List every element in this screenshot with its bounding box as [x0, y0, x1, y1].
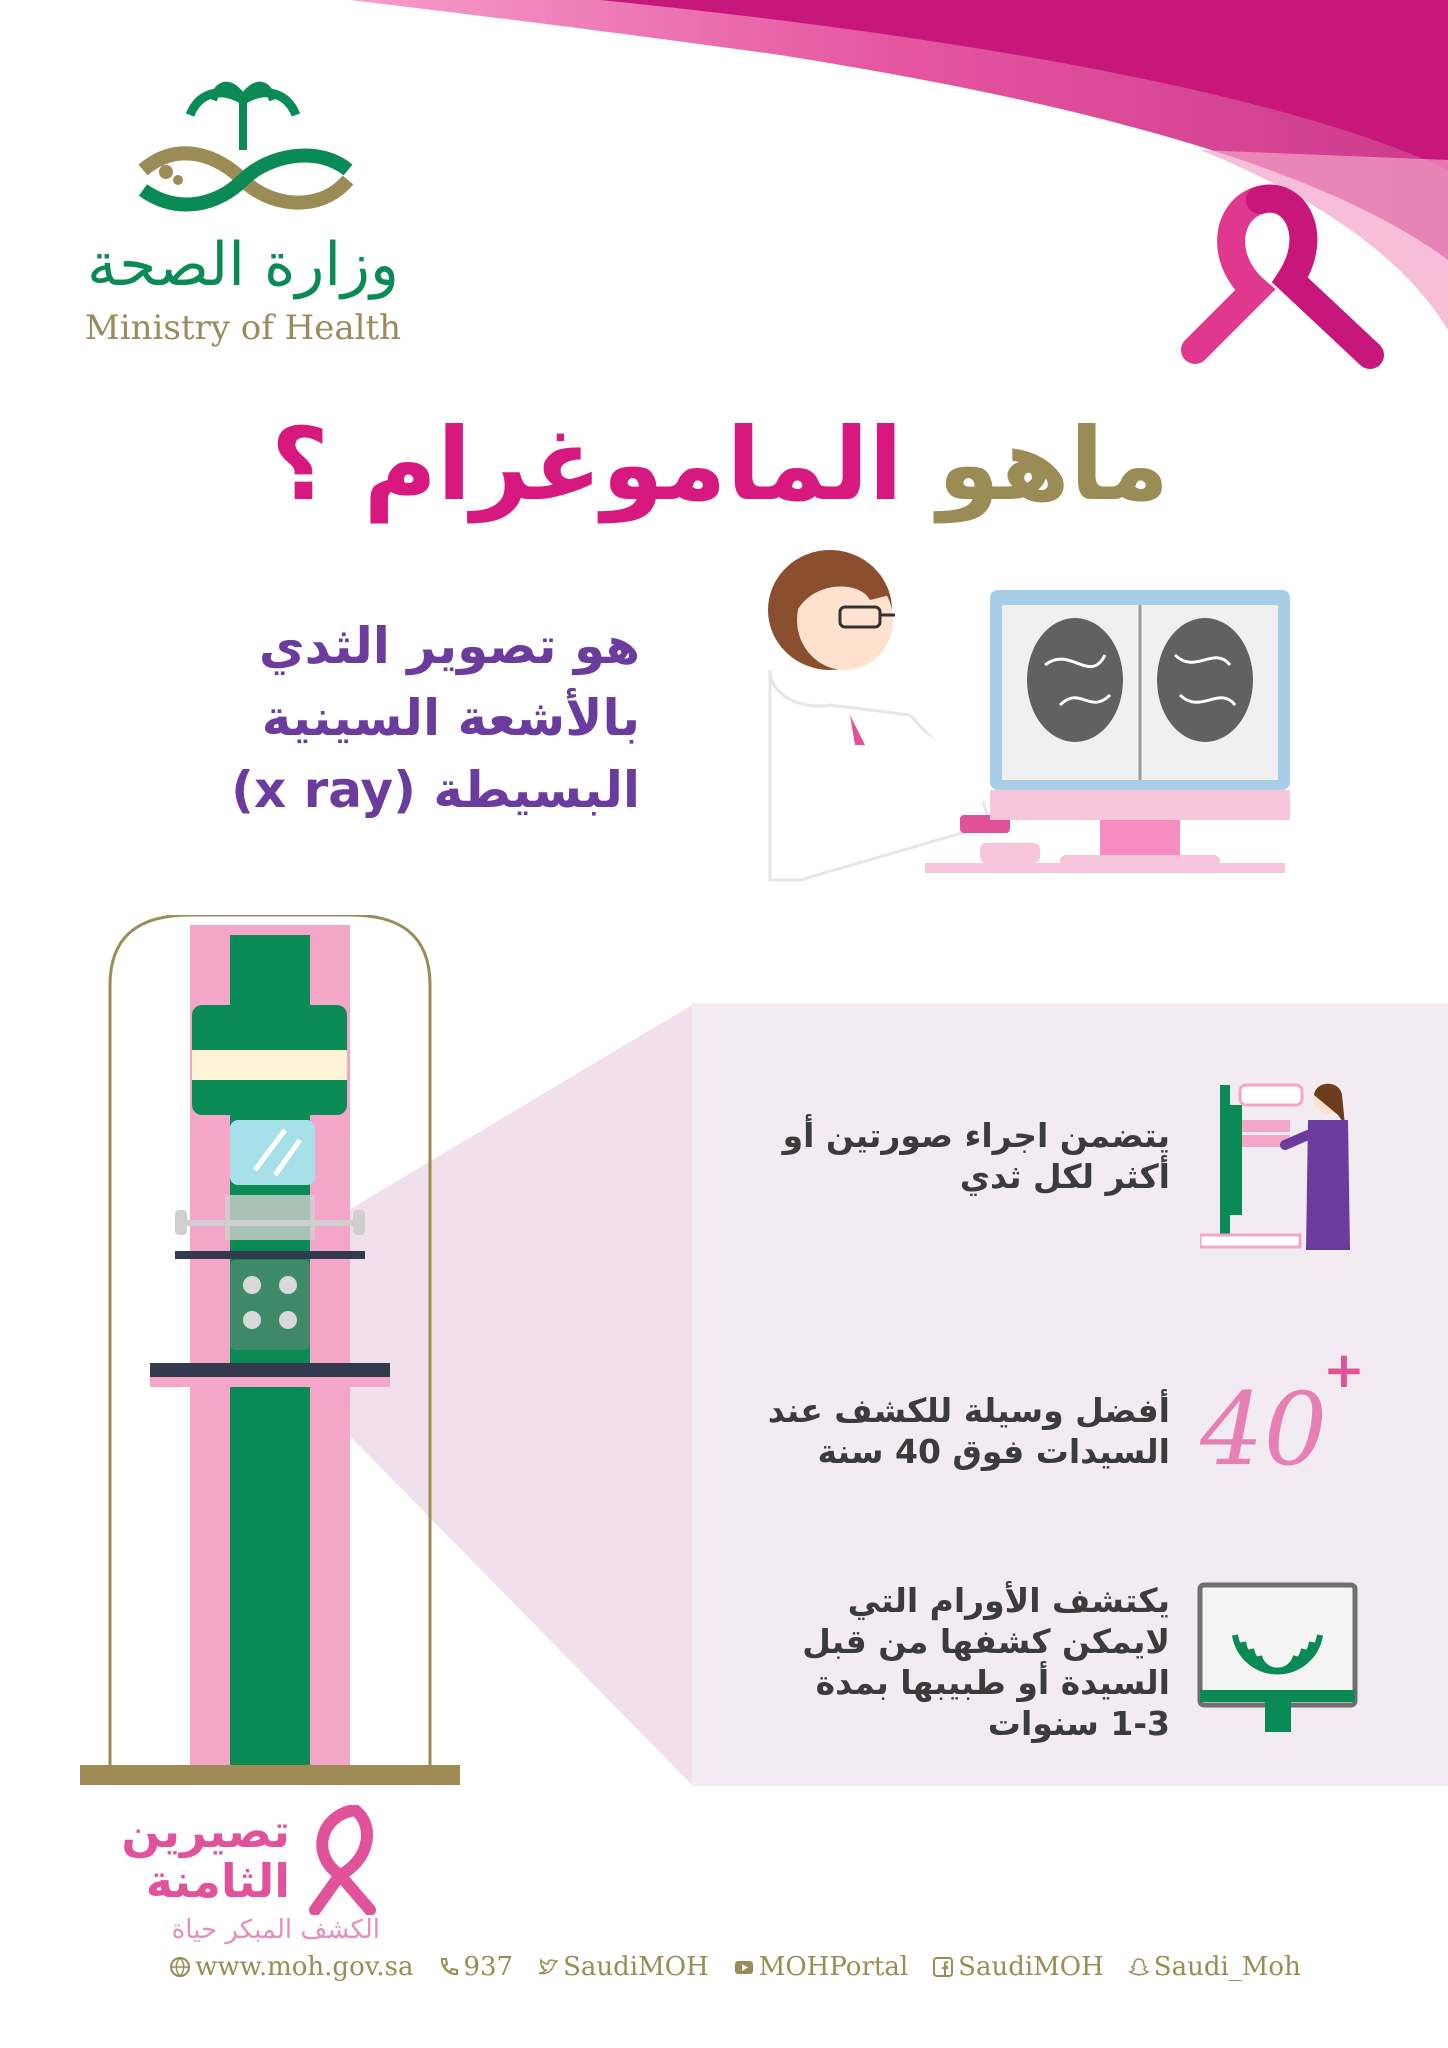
age-plus-sign: + — [1323, 1341, 1365, 1399]
info-2-line-1: أفضل وسيلة للكشف عند — [767, 1391, 1170, 1430]
definition-line-2: بالأشعة السينية — [261, 689, 640, 747]
definition-line-1: هو تصوير الثدي — [258, 617, 640, 675]
title-question-word: ماهو — [937, 406, 1170, 523]
title-mammogram-word: الماموغرام ؟ — [270, 406, 903, 523]
info-3-line-1: يكتشف الأورام التي — [847, 1581, 1170, 1620]
info-1-line-1: يتضمن اجراء صورتين أو — [782, 1116, 1170, 1155]
footer-phone-label: 937 — [463, 1952, 514, 1982]
campaign-ribbon-icon — [300, 1805, 380, 1915]
footer-facebook[interactable] — [932, 1952, 1104, 1982]
campaign-line-1: تصيرين — [121, 1804, 290, 1858]
footer-phone[interactable] — [437, 1952, 513, 1982]
palm-swords-emblem-icon — [118, 80, 368, 230]
footer-contacts — [195, 1945, 1301, 1989]
snapchat-icon — [1128, 1956, 1150, 1978]
logo-arabic-name: وزارة الصحة — [87, 230, 399, 300]
footer-twitter-label: SaudiMOH — [563, 1952, 709, 1982]
footer-snapchat[interactable] — [1128, 1952, 1301, 1982]
info-item-1-text — [740, 1115, 1170, 1197]
scan-monitor-icon — [1195, 1580, 1365, 1740]
info-3-line-4: 1-3 سنوات — [987, 1704, 1170, 1743]
campaign-line-2: الثامنة — [145, 1854, 290, 1908]
info-1-line-2: أكثر لكل ثدي — [959, 1157, 1170, 1196]
footer-website-label: www.moh.gov.sa — [195, 1952, 414, 1982]
facebook-icon — [932, 1956, 954, 1978]
info-item-3-text — [740, 1580, 1170, 1744]
moh-logo — [78, 80, 408, 360]
twitter-icon — [537, 1956, 559, 1978]
patient-mammogram-icon — [1200, 1075, 1360, 1265]
doctor-figure — [768, 550, 1010, 880]
campaign-tagline: الكشف المبكر حياة — [171, 1915, 380, 1945]
campaign-logo — [110, 1805, 380, 1955]
info-3-line-3: السيدة أو طبيبها بمدة — [815, 1663, 1170, 1702]
age-40-number: 40 — [1200, 1371, 1328, 1488]
logo-english-name: Ministry of Health — [84, 308, 402, 348]
footer-snapchat-label: Saudi_Moh — [1153, 1952, 1301, 1982]
info-item-2-text — [720, 1390, 1170, 1472]
footer-youtube[interactable] — [733, 1952, 908, 1982]
footer-facebook-label: SaudiMOH — [958, 1952, 1104, 1982]
footer-website[interactable] — [169, 1952, 413, 1982]
info-2-line-2: السيدات فوق 40 سنة — [817, 1432, 1170, 1471]
definition-text — [140, 610, 640, 830]
globe-icon — [169, 1956, 191, 1978]
doctor-at-monitor-illustration — [750, 545, 1310, 890]
definition-line-3: البسيطة (x ray) — [231, 761, 640, 819]
page-title — [180, 395, 1260, 535]
phone-icon — [437, 1956, 459, 1978]
footer-youtube-label: MOHPortal — [758, 1952, 909, 1982]
footer-twitter[interactable] — [537, 1952, 709, 1982]
youtube-icon — [733, 1956, 755, 1978]
pink-ribbon-icon — [1170, 180, 1430, 380]
mammography-machine-illustration — [80, 915, 460, 1785]
info-3-line-2: لايمكن كشفها من قبل — [802, 1622, 1170, 1661]
age-40-plus-icon — [1195, 1341, 1375, 1495]
